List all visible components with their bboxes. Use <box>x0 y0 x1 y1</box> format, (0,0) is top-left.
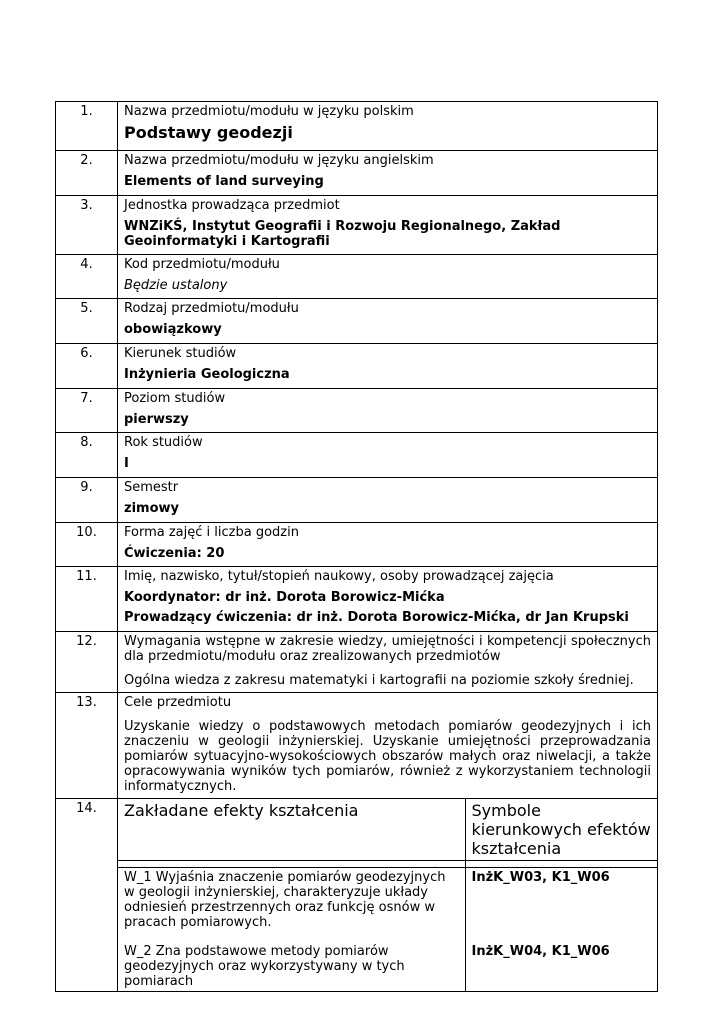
field-value: Będzie ustalony <box>124 278 228 293</box>
row-content <box>118 567 658 632</box>
field-label: Forma zajęć i liczba godzin <box>124 525 299 540</box>
field-label: Nazwa przedmiotu/modułu w języku polskim <box>124 104 414 119</box>
field-value: zimowy <box>124 501 179 516</box>
symbol-w2: InżK_W04, K1_W06 <box>471 944 610 959</box>
row-content <box>118 433 658 478</box>
effects-table <box>118 799 657 991</box>
field-label: Poziom studiów <box>124 391 226 406</box>
row-number: 4. <box>56 255 118 299</box>
row-number: 11. <box>56 567 118 632</box>
field-value: pierwszy <box>124 412 189 427</box>
field-value: I <box>124 456 129 471</box>
effects-body-row <box>118 868 657 992</box>
row-4 <box>56 255 658 299</box>
row-content <box>118 344 658 389</box>
field-label: Wymagania wstępne w zakresie wiedzy, umiejętności i kompetencji społecznych dla przedmiotu/modułu oraz zrealizowanych przedmiotów <box>124 634 651 664</box>
field-value: WNZiKŚ, Instytut Geografii i Rozwoju Regionalnego, Zakład Geoinformatyki i Kartografii <box>124 219 561 249</box>
field-label: Rok studiów <box>124 435 203 450</box>
row-content <box>118 478 658 523</box>
row-content <box>118 151 658 196</box>
row-12 <box>56 632 658 693</box>
row-8 <box>56 433 658 478</box>
row-content <box>118 632 658 693</box>
field-value: Elements of land surveying <box>124 174 324 189</box>
row-10 <box>56 523 658 567</box>
course-form-table <box>55 101 658 992</box>
effects-list <box>118 868 465 992</box>
field-label: Nazwa przedmiotu/modułu w języku angielskim <box>124 153 434 168</box>
coordinator-value: Koordynator: dr inż. Dorota Borowicz-Mićka <box>124 590 445 605</box>
field-label: Cele przedmiotu <box>124 695 232 710</box>
row-content <box>118 389 658 433</box>
row-content <box>118 299 658 344</box>
row-number: 1. <box>56 102 118 151</box>
row-number: 13. <box>56 693 118 799</box>
row-number: 5. <box>56 299 118 344</box>
symbol-w1: InżK_W03, K1_W06 <box>471 870 610 885</box>
row-number: 10. <box>56 523 118 567</box>
row-3 <box>56 196 658 255</box>
row-content <box>118 196 658 255</box>
symbols-list <box>465 868 657 992</box>
row-number: 3. <box>56 196 118 255</box>
field-label: Kod przedmiotu/modułu <box>124 257 280 272</box>
field-label: Jednostka prowadząca przedmiot <box>124 198 340 213</box>
field-value: Uzyskanie wiedzy o podstawowych metodach pomiarów geodezyjnych i ich znaczeniu w geologii inżynierskiej. Uzyskanie umiejętności przeprowadzania pomiarów sytuacyjno-wysokościowych obszarów małych oraz niwelacji, a także opracowywania wyników tych pomiarów, również z wykorzystaniem technologii informatycznych. <box>124 719 651 794</box>
field-label: Imię, nazwisko, tytuł/stopień naukowy, osoby prowadzącej zajęcia <box>124 569 554 584</box>
row-2 <box>56 151 658 196</box>
field-value: Ogólna wiedza z zakresu matematyki i kartografii na poziomie szkoły średniej. <box>124 673 634 688</box>
effect-w2: W_2 Zna podstawowe metody pomiarów geodezyjnych oraz wykorzystywany w tych pomiarach <box>124 944 405 989</box>
symbols-header: Symbole kierunkowych efektów kształcenia <box>465 799 657 861</box>
row-1 <box>56 102 658 151</box>
row-6 <box>56 344 658 389</box>
row-9 <box>56 478 658 523</box>
effects-spacer <box>118 861 657 868</box>
field-value: Podstawy geodezji <box>124 123 293 142</box>
field-label: Kierunek studiów <box>124 346 237 361</box>
field-value: Ćwiczenia: 20 <box>124 546 225 561</box>
row-14 <box>56 799 658 992</box>
row-5 <box>56 299 658 344</box>
row-number: 14. <box>56 799 118 992</box>
row-number: 12. <box>56 632 118 693</box>
row-number: 9. <box>56 478 118 523</box>
instructors-value: Prowadzący ćwiczenia: dr inż. Dorota Borowicz-Mićka, dr Jan Krupski <box>124 610 629 625</box>
row-number: 6. <box>56 344 118 389</box>
row-11 <box>56 567 658 632</box>
row-content <box>118 255 658 299</box>
field-value: obowiązkowy <box>124 322 222 337</box>
row-number: 8. <box>56 433 118 478</box>
row-13 <box>56 693 658 799</box>
row-7 <box>56 389 658 433</box>
field-label: Semestr <box>124 480 179 495</box>
field-value: Inżynieria Geologiczna <box>124 367 290 382</box>
effects-header-row <box>118 799 657 861</box>
field-label: Rodzaj przedmiotu/modułu <box>124 301 299 316</box>
row-content <box>118 523 658 567</box>
row-number: 7. <box>56 389 118 433</box>
row-content <box>118 799 658 992</box>
row-content <box>118 102 658 151</box>
row-number: 2. <box>56 151 118 196</box>
row-content <box>118 693 658 799</box>
effect-w1: W_1 Wyjaśnia znaczenie pomiarów geodezyjnych w geologii inżynierskiej, charakteryzuje układy odniesień przestrzennych oraz funkcję osnów w pracach pomiarowych. <box>124 870 446 930</box>
effects-header: Zakładane efekty kształcenia <box>118 799 465 861</box>
